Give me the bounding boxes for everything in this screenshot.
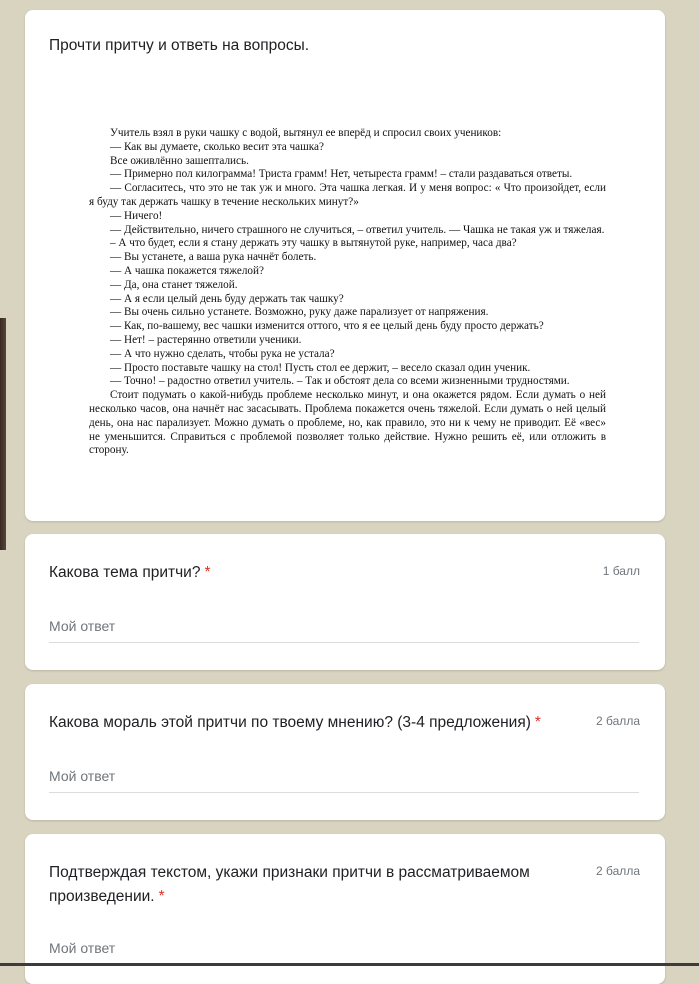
parable-paragraph: Все оживлённо зашептались. [110,154,249,167]
question-card-3 [25,834,665,984]
parable-paragraph: — Примерно пол килограмма! Триста грамм! Нет, четыреста грамм! – стали раздаваться ответы. [110,168,573,181]
answer-input[interactable] [49,934,639,965]
parable-paragraph: — Действительно, ничего страшного не случиться, – ответил учитель. — Чашка не такая уж и тяжелая. [110,223,605,236]
parable-paragraph: — А чашка покажется тяжелой? [110,264,264,277]
question-title [49,711,569,735]
parable-paragraph: — Ничего! [110,209,163,222]
question-title [49,861,569,909]
question-text: Какова тема притчи? [49,564,201,581]
parable-paragraph: — Вы очень сильно устанете. Возможно, руку даже парализует от напряжения. [110,306,489,319]
question-title [49,561,569,585]
question-text: Какова мораль этой притчи по твоему мнению? (3-4 предложения) [49,714,531,731]
parable-card [25,10,665,521]
answer-input[interactable] [49,762,639,793]
parable-paragraph: – А что будет, если я стану держать эту чашку в вытянутой руке, например, часа два? [110,237,517,250]
parable-paragraph: — Просто поставьте чашку на стол! Пусть стол ее держит, – весело сказал один ученик. [110,361,531,374]
section-title: Прочти притчу и ответь на вопросы. [49,37,310,54]
background-image-edge [0,318,6,550]
points-label: 2 балла [596,714,640,728]
parable-paragraph: — А что нужно сделать, чтобы рука не устала? [110,347,335,360]
question-card-2 [25,684,665,820]
parable-paragraph: — Нет! – растерянно ответили ученики. [110,333,302,346]
parable-paragraph: — А я если целый день буду держать так чашку? [110,292,344,305]
points-label: 2 балла [596,864,640,878]
parable-paragraph: — Вы устанете, а ваша рука начнёт болеть. [110,251,317,264]
required-asterisk: * [204,564,211,581]
question-card-1 [25,534,665,670]
parable-paragraph: — Как вы думаете, сколько весит эта чашка? [110,140,324,153]
parable-paragraph: Учитель взял в руки чашку с водой, вытянул ее вперёд и спросил своих учеников: [110,127,502,139]
parable-paragraph: — Да, она станет тяжелой. [110,278,238,291]
parable-paragraph: Стоит подумать о какой-нибудь проблеме несколько минут, и она окажется рядом. Если думать о ней несколько часов, она начнёт нас засасывать. Проблема покажется очень тяжелой. Если думать о ней целый день, она нас парализует. Можно думать о проблеме, но, как правило, это ни к чему не приводит. Её «вес» не уменьшится. Справиться с проблемой позволяет только действие. Нужно решить её, или отложить в сторону. [89,389,606,457]
parable-paragraph: — Согласитесь, что это не так уж и много. Эта чашка легкая. И у меня вопрос: « Что произойдет, если я буду так держать чашку в течение нескольких минут?» [89,182,606,208]
parable-paragraph: — Точно! – радостно ответил учитель. – Так и обстоят дела со всеми жизненными трудностями. [110,375,570,388]
required-asterisk: * [534,714,541,731]
parable-paragraph: — Как, по-вашему, вес чашки изменится оттого, что я ее целый день буду просто держать? [110,320,544,333]
answer-input[interactable] [49,612,639,643]
points-label: 1 балл [602,564,640,578]
required-asterisk: * [158,888,165,905]
question-text: Подтверждая текстом, укажи признаки притчи в рассматриваемом произведении. [49,864,530,905]
parable-text [89,127,606,458]
